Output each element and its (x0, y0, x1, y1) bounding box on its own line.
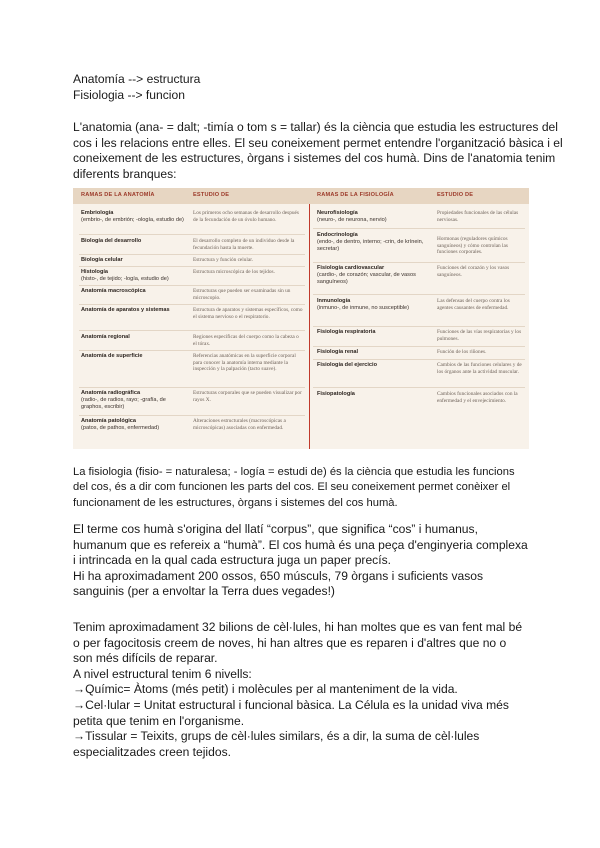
paragraph-anatomia (73, 120, 563, 182)
row-subterm: (radio-, de radios, rayo; -grafía, de graphos, escribir) (81, 396, 166, 410)
row-term: Anatomía de superficie (81, 353, 143, 359)
row-term: Biología celular (81, 257, 123, 263)
intro-line-anatomia: Anatomía --> estructura (73, 72, 201, 86)
paragraph-cos-huma (73, 522, 533, 600)
row-term: Embriología (81, 210, 114, 216)
intro-block (73, 72, 533, 103)
row-term: Anatomía macroscópica (81, 288, 146, 294)
row-term: Endocrinología (317, 232, 358, 238)
row-desc: Referencias anatómicas en la superficie corporal para conocer la anatomía interna mediante la inspección y la palpación (tacto suave). (193, 353, 296, 373)
header-ramas-anatomia: RAMAS DE LA ANATOMÍA (81, 192, 155, 198)
row-rule (79, 234, 305, 235)
row-desc: Función de los riñones. (437, 349, 487, 355)
row-subterm: (cardio-, de corazón; vascular, de vasos sanguíneos) (317, 271, 416, 285)
row-desc: Funciones del corazón y los vasos sanguíneos. (437, 265, 510, 278)
row-subterm: (neuro-, de neurona, nervio) (317, 216, 387, 223)
row-rule (313, 326, 525, 327)
row-term: Fisiología cardiovascular (317, 265, 385, 271)
row-rule (313, 387, 525, 388)
text-line: La fisiologia (fisio- = naturalesa; - logía = estudi de) és la ciència que estudia les funcions (73, 466, 515, 478)
text-line: son més difícils de reparar. (73, 651, 218, 666)
row-subterm: (endo-, de dentro, interno; -crin, de krínein, secretar) (317, 238, 424, 252)
row-rule (79, 254, 305, 255)
row-desc: El desarrollo completo de un individuo desde la fecundación hasta la muerte. (193, 238, 295, 251)
row-term: Biología del desarrollo (81, 238, 142, 244)
text-line: diferents branques: (73, 166, 177, 181)
row-rule (313, 359, 525, 360)
text-line: Hi ha aproximadament 200 ossos, 650 músculs, 79 òrgans i suficients vasos (73, 568, 484, 583)
paragraph-fisiologia (73, 465, 533, 511)
text-line: especialitzades creen tejidos. (73, 744, 231, 759)
text-line: L'anatomia (ana- = dalt; -timía o tom s = tallar) és la ciència que estudia les estructures del (73, 120, 558, 134)
anatomy-physiology-table-image (73, 188, 529, 449)
text-line: petita que tenim en l'organisme. (73, 713, 245, 728)
text-line: i intrincada en la qual cada estructura juga un paper precís. (73, 553, 391, 568)
row-term: Anatomía regional (81, 334, 130, 340)
level-tissular: →Tissular = Teixits, grups de cèl·lules similars, és a dir, la suma de cèl·lules (73, 729, 480, 744)
row-desc: Estructuras corporales que se pueden visualizar por rayos X. (193, 390, 302, 403)
row-rule (313, 294, 525, 295)
row-desc: Propiedades funcionales de las células nerviosas. (437, 210, 519, 223)
header-estudio-fisiologia: ESTUDIO DE (437, 192, 474, 198)
row-term: Anatomía radiográfica (81, 390, 141, 396)
level-cel-lular: →Cel·lular = Unitat estructural i funcional bàsica. La Célula es la unidad viva més (73, 697, 509, 712)
text-line: El terme cos humà s'origina del llatí “corpus”, que significa “cos” i humanus, (73, 522, 478, 536)
row-term: Histología (81, 269, 109, 275)
row-desc: Alteraciones estructurales (macroscópicas a microscópicas) asociadas con enfermedad. (193, 418, 286, 431)
row-desc: Los primeros ocho semanas de desarrollo después de la fecundación de un óvulo humano. (193, 210, 299, 223)
row-desc: Estructura y función celular. (193, 257, 254, 263)
row-rule (79, 266, 305, 267)
row-rule (79, 304, 305, 305)
row-desc: Estructuras que pueden ser examinadas sin un microscopio. (193, 288, 291, 301)
row-desc: Estructura de aparatos y sistemas específicos, como el sistema nervioso o el respiratorio. (193, 307, 303, 320)
row-desc: Estructura microscópica de los tejidos. (193, 269, 275, 275)
text-line: coneixement de les estructures, òrgans i sistemes del cos humà. Dins de l'anatomia tenim (73, 151, 556, 166)
paragraph-cel-lules (73, 620, 533, 760)
row-desc: Funciones de las vías respiratorias y los pulmones. (437, 329, 522, 342)
row-term: Fisiología renal (317, 349, 359, 355)
row-term: Neurofisiología (317, 210, 358, 216)
text-line: A nivel estructural tenim 6 nivells: (73, 666, 252, 681)
row-rule (79, 415, 305, 416)
row-term: Fisiología del ejercicio (317, 362, 377, 368)
row-subterm: (inmuno-, de inmune, no susceptible) (317, 304, 410, 311)
table-header (73, 188, 529, 204)
text-line: humanum que es refereix a “humà”. El cos humà és una peça d'enginyeria complexa (73, 537, 528, 552)
row-term: Fisiopatología (317, 391, 355, 397)
text-line: del cos, és a dir com funcionen les parts del cos. El seu coneixement permet conèixer el (73, 481, 511, 494)
text-line: sanguinis (per a envoltar la Terra dues vegades!) (73, 584, 335, 599)
row-subterm: (embrio-, de embrión; -ología, estudio de) (81, 216, 184, 223)
header-ramas-fisiologia: RAMAS DE LA FISIOLOGÍA (317, 192, 394, 198)
row-rule (313, 262, 525, 263)
header-estudio-anatomia: ESTUDIO DE (193, 192, 230, 198)
row-desc: Las defensas del cuerpo contra los agentes causantes de enfermedad. (437, 298, 510, 311)
row-desc: Cambios funcionales asociados con la enfermedad y el envejecimiento. (437, 391, 518, 404)
row-desc: Regiones específicas del cuerpo como la cabeza o el tórax. (193, 334, 299, 347)
row-term: Anatomía de aparatos y sistemas (81, 307, 170, 313)
row-rule (313, 228, 525, 229)
row-rule (79, 330, 305, 331)
table-center-divider (309, 204, 310, 449)
intro-line-fisiologia: Fisiologia --> funcion (73, 87, 185, 102)
text-line: Tenim aproximadament 32 bilions de cèl·lules, hi han moltes que es van fent mal bé (73, 620, 523, 634)
row-rule (313, 346, 525, 347)
row-rule (79, 285, 305, 286)
row-rule (79, 350, 305, 351)
row-term: Inmunología (317, 298, 351, 304)
level-quimic: →Químic= Àtoms (més petit) i molècules per al manteniment de la vida. (73, 682, 458, 697)
row-desc: Hormonas (reguladores químicos sanguíneos) y cómo controlan las funciones corporales. (437, 236, 508, 256)
row-desc: Cambios de las funciones celulares y de los órganos ante la actividad muscular. (437, 362, 522, 375)
text-line: cos i les relacions entre elles. El seu coneixement permet entendre l'organització bàsica i el (73, 135, 563, 150)
row-subterm: (patos, de pathos, enfermedad) (81, 424, 160, 431)
row-rule (79, 387, 305, 388)
row-term: Anatomía patológica (81, 418, 137, 424)
text-line: funcionament de les estructures, òrgans i sistemes del cos humà. (73, 496, 398, 509)
row-term: Fisiología respiratoria (317, 329, 376, 335)
text-line: o per fagocitosis creem de noves, hi han altres que es reparen i d'altres que no o (73, 635, 507, 650)
row-subterm: (histo-, de tejido; -logía, estudio de) (81, 275, 169, 282)
